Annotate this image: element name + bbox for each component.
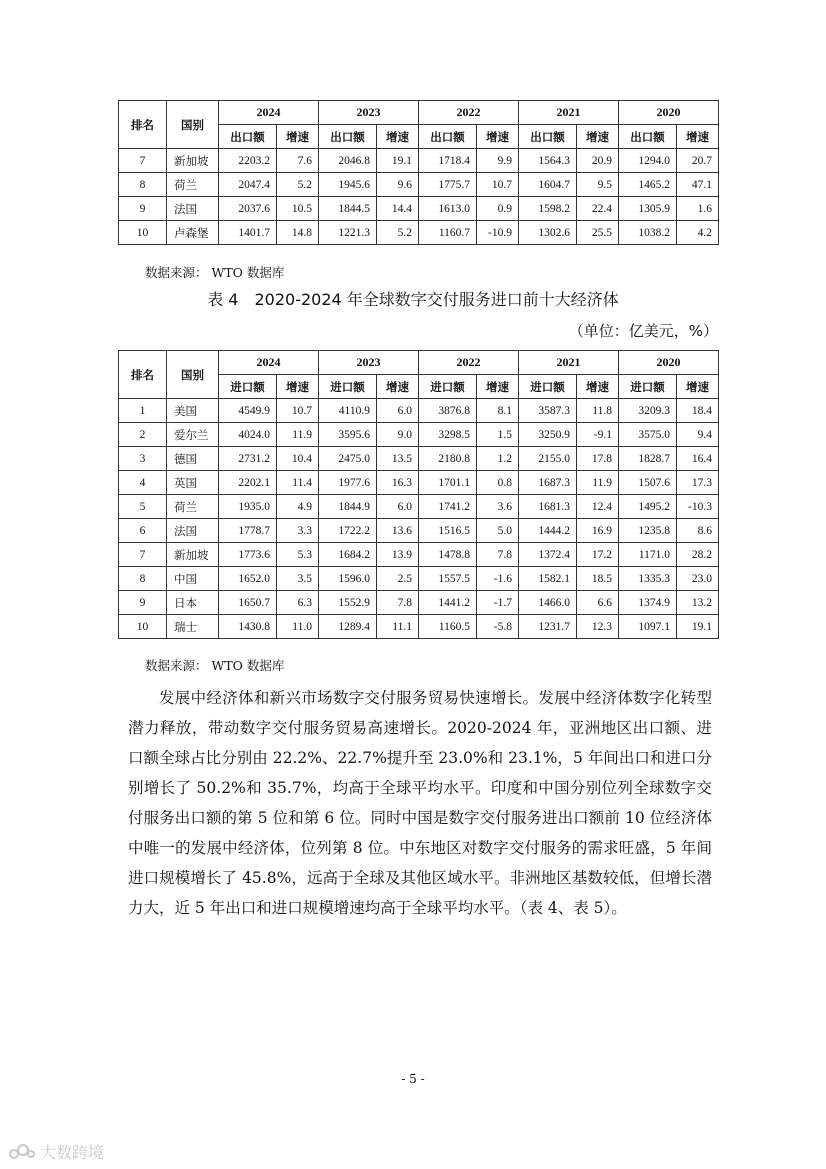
value-cell: 1778.7 bbox=[219, 519, 277, 543]
growth-cell: 11.9 bbox=[577, 471, 619, 495]
growth-cell: 11.4 bbox=[277, 471, 319, 495]
table-title: 表 4 2020-2024 年全球数字交付服务进口前十大经济体 bbox=[207, 290, 619, 309]
growth-cell: 11.1 bbox=[377, 615, 419, 639]
value-cell: 1038.2 bbox=[619, 221, 677, 245]
growth-cell: 19.1 bbox=[677, 615, 719, 639]
country-cell: 英国 bbox=[167, 471, 219, 495]
value-cell: 1507.6 bbox=[619, 471, 677, 495]
value-cell: 1401.7 bbox=[219, 221, 277, 245]
rank-header: 排名 bbox=[119, 351, 167, 399]
value-cell: 1478.8 bbox=[419, 543, 477, 567]
growth-cell: 18.5 bbox=[577, 567, 619, 591]
page-number: - 5 - bbox=[401, 1072, 425, 1086]
import-value-header: 进口额 bbox=[419, 375, 477, 399]
value-cell: 1557.5 bbox=[419, 567, 477, 591]
year-header: 2021 bbox=[519, 101, 619, 125]
growth-cell: 16.3 bbox=[377, 471, 419, 495]
value-cell: 1775.7 bbox=[419, 173, 477, 197]
data-source-note: 数据来源： WTO 数据库 bbox=[145, 658, 285, 673]
growth-cell: 0.8 bbox=[477, 471, 519, 495]
growth-cell: 0.9 bbox=[477, 197, 519, 221]
table-row bbox=[119, 471, 719, 495]
growth-cell: 2.5 bbox=[377, 567, 419, 591]
growth-cell: -10.3 bbox=[677, 495, 719, 519]
year-header: 2023 bbox=[319, 101, 419, 125]
growth-cell: 8.6 bbox=[677, 519, 719, 543]
table-row bbox=[119, 591, 719, 615]
logo-icon bbox=[8, 1142, 36, 1162]
table-body bbox=[119, 399, 719, 639]
value-cell: 1466.0 bbox=[519, 591, 577, 615]
rank-cell: 9 bbox=[119, 591, 167, 615]
rank-cell: 10 bbox=[119, 615, 167, 639]
import-value-header: 进口额 bbox=[619, 375, 677, 399]
country-cell: 德国 bbox=[167, 447, 219, 471]
growth-cell: 7.8 bbox=[377, 591, 419, 615]
value-cell: 2202.1 bbox=[219, 471, 277, 495]
growth-header: 增速 bbox=[377, 125, 419, 149]
growth-cell: 9.9 bbox=[477, 149, 519, 173]
growth-cell: 10.4 bbox=[277, 447, 319, 471]
growth-cell: 6.3 bbox=[277, 591, 319, 615]
growth-cell: 11.0 bbox=[277, 615, 319, 639]
watermark-text: 大数跨境 bbox=[40, 1143, 105, 1162]
value-cell: 1444.2 bbox=[519, 519, 577, 543]
value-cell: 4110.9 bbox=[319, 399, 377, 423]
year-header: 2024 bbox=[219, 101, 319, 125]
growth-cell: 18.4 bbox=[677, 399, 719, 423]
table-row bbox=[119, 197, 719, 221]
value-cell: 2047.4 bbox=[219, 173, 277, 197]
growth-cell: 4.9 bbox=[277, 495, 319, 519]
growth-cell: 5.3 bbox=[277, 543, 319, 567]
country-cell: 法国 bbox=[167, 197, 219, 221]
growth-cell: 3.6 bbox=[477, 495, 519, 519]
growth-cell: 16.9 bbox=[577, 519, 619, 543]
growth-cell: 3.3 bbox=[277, 519, 319, 543]
rank-cell: 8 bbox=[119, 173, 167, 197]
export-value-header: 出口额 bbox=[419, 125, 477, 149]
growth-cell: 13.5 bbox=[377, 447, 419, 471]
growth-cell: 10.5 bbox=[277, 197, 319, 221]
year-header: 2024 bbox=[219, 351, 319, 375]
rank-cell: 3 bbox=[119, 447, 167, 471]
value-cell: 2731.2 bbox=[219, 447, 277, 471]
value-cell: 1598.2 bbox=[519, 197, 577, 221]
value-cell: 1430.8 bbox=[219, 615, 277, 639]
watermark bbox=[8, 1140, 104, 1163]
growth-cell: 12.4 bbox=[577, 495, 619, 519]
rank-cell: 8 bbox=[119, 567, 167, 591]
table-row bbox=[119, 399, 719, 423]
export-value-header: 出口额 bbox=[219, 125, 277, 149]
export-value-header: 出口额 bbox=[519, 125, 577, 149]
value-cell: 1564.3 bbox=[519, 149, 577, 173]
rank-cell: 6 bbox=[119, 519, 167, 543]
value-cell: 1441.2 bbox=[419, 591, 477, 615]
value-cell: 2203.2 bbox=[219, 149, 277, 173]
country-cell: 新加坡 bbox=[167, 543, 219, 567]
value-cell: 1945.6 bbox=[319, 173, 377, 197]
value-cell: 1687.3 bbox=[519, 471, 577, 495]
growth-header: 增速 bbox=[577, 125, 619, 149]
growth-cell: 12.3 bbox=[577, 615, 619, 639]
country-cell: 爱尔兰 bbox=[167, 423, 219, 447]
value-cell: 1495.2 bbox=[619, 495, 677, 519]
growth-cell: 13.9 bbox=[377, 543, 419, 567]
year-header: 2023 bbox=[319, 351, 419, 375]
growth-cell: 7.8 bbox=[477, 543, 519, 567]
growth-header: 增速 bbox=[477, 375, 519, 399]
country-header: 国别 bbox=[167, 101, 219, 149]
growth-cell: 1.5 bbox=[477, 423, 519, 447]
growth-cell: 6.0 bbox=[377, 495, 419, 519]
growth-cell: 5.2 bbox=[377, 221, 419, 245]
value-cell: 4024.0 bbox=[219, 423, 277, 447]
rank-cell: 10 bbox=[119, 221, 167, 245]
value-cell: 1302.6 bbox=[519, 221, 577, 245]
rank-header: 排名 bbox=[119, 101, 167, 149]
value-cell: 1684.2 bbox=[319, 543, 377, 567]
growth-cell: 47.1 bbox=[677, 173, 719, 197]
value-cell: 4549.9 bbox=[219, 399, 277, 423]
rank-cell: 1 bbox=[119, 399, 167, 423]
growth-cell: 6.0 bbox=[377, 399, 419, 423]
value-cell: 1681.3 bbox=[519, 495, 577, 519]
rank-cell: 2 bbox=[119, 423, 167, 447]
table-row bbox=[119, 519, 719, 543]
value-cell: 1221.3 bbox=[319, 221, 377, 245]
export-top10-table-continued bbox=[118, 100, 719, 245]
year-header: 2022 bbox=[419, 101, 519, 125]
growth-cell: 9.0 bbox=[377, 423, 419, 447]
value-cell: 1552.9 bbox=[319, 591, 377, 615]
value-cell: 1650.7 bbox=[219, 591, 277, 615]
table-body bbox=[119, 149, 719, 245]
growth-header: 增速 bbox=[677, 125, 719, 149]
export-value-header: 出口额 bbox=[319, 125, 377, 149]
value-cell: 2475.0 bbox=[319, 447, 377, 471]
growth-cell: 25.5 bbox=[577, 221, 619, 245]
rank-cell: 7 bbox=[119, 149, 167, 173]
value-cell: 1701.1 bbox=[419, 471, 477, 495]
growth-cell: 4.2 bbox=[677, 221, 719, 245]
value-cell: 1516.5 bbox=[419, 519, 477, 543]
import-value-header: 进口额 bbox=[219, 375, 277, 399]
value-cell: 1235.8 bbox=[619, 519, 677, 543]
growth-cell: -1.7 bbox=[477, 591, 519, 615]
country-header: 国别 bbox=[167, 351, 219, 399]
value-cell: 1741.2 bbox=[419, 495, 477, 519]
growth-cell: 23.0 bbox=[677, 567, 719, 591]
growth-cell: 14.4 bbox=[377, 197, 419, 221]
rank-cell: 7 bbox=[119, 543, 167, 567]
value-cell: 1374.9 bbox=[619, 591, 677, 615]
growth-cell: 17.3 bbox=[677, 471, 719, 495]
growth-cell: 20.7 bbox=[677, 149, 719, 173]
growth-header: 增速 bbox=[677, 375, 719, 399]
import-value-header: 进口额 bbox=[519, 375, 577, 399]
table-row bbox=[119, 567, 719, 591]
growth-cell: 16.4 bbox=[677, 447, 719, 471]
country-cell: 荷兰 bbox=[167, 495, 219, 519]
rank-cell: 9 bbox=[119, 197, 167, 221]
growth-cell: 11.8 bbox=[577, 399, 619, 423]
value-cell: 1828.7 bbox=[619, 447, 677, 471]
growth-cell: 5.0 bbox=[477, 519, 519, 543]
growth-cell: 7.6 bbox=[277, 149, 319, 173]
growth-cell: 13.2 bbox=[677, 591, 719, 615]
value-cell: 2180.8 bbox=[419, 447, 477, 471]
value-cell: 2037.6 bbox=[219, 197, 277, 221]
value-cell: 3575.0 bbox=[619, 423, 677, 447]
growth-header: 增速 bbox=[277, 375, 319, 399]
year-header: 2021 bbox=[519, 351, 619, 375]
value-cell: 1935.0 bbox=[219, 495, 277, 519]
growth-cell: 9.6 bbox=[377, 173, 419, 197]
rank-cell: 5 bbox=[119, 495, 167, 519]
growth-cell: 1.6 bbox=[677, 197, 719, 221]
value-cell: 1171.0 bbox=[619, 543, 677, 567]
country-cell: 新加坡 bbox=[167, 149, 219, 173]
value-cell: 1465.2 bbox=[619, 173, 677, 197]
growth-cell: -9.1 bbox=[577, 423, 619, 447]
value-cell: 3209.3 bbox=[619, 399, 677, 423]
value-cell: 1160.7 bbox=[419, 221, 477, 245]
value-cell: 1722.2 bbox=[319, 519, 377, 543]
growth-cell: 1.2 bbox=[477, 447, 519, 471]
country-cell: 瑞士 bbox=[167, 615, 219, 639]
growth-cell: 10.7 bbox=[277, 399, 319, 423]
value-cell: 1582.1 bbox=[519, 567, 577, 591]
country-cell: 日本 bbox=[167, 591, 219, 615]
value-cell: 1097.1 bbox=[619, 615, 677, 639]
country-cell: 美国 bbox=[167, 399, 219, 423]
year-header: 2020 bbox=[619, 351, 719, 375]
year-header: 2022 bbox=[419, 351, 519, 375]
growth-cell: 11.9 bbox=[277, 423, 319, 447]
value-cell: 1613.0 bbox=[419, 197, 477, 221]
import-value-header: 进口额 bbox=[319, 375, 377, 399]
value-cell: 1718.4 bbox=[419, 149, 477, 173]
growth-cell: 13.6 bbox=[377, 519, 419, 543]
country-cell: 卢森堡 bbox=[167, 221, 219, 245]
value-cell: 1596.0 bbox=[319, 567, 377, 591]
growth-cell: -1.6 bbox=[477, 567, 519, 591]
value-cell: 1335.3 bbox=[619, 567, 677, 591]
country-cell: 中国 bbox=[167, 567, 219, 591]
growth-header: 增速 bbox=[377, 375, 419, 399]
growth-cell: 9.5 bbox=[577, 173, 619, 197]
body-paragraph: 发展中经济体和新兴市场数字交付服务贸易快速增长。发展中经济体数字化转型潜力释放，带动数字交付服务贸易高速增长。2020-2024 年，亚洲地区出口额、进口额全球占比分别由 22.2%、22.7%提升至 23.0%和 23.1%，5 年间出口和进口分别增长了 50.2%和 35.7%，均高于全球平均水平。印度和中国分别位列全球数字交付服务出口额的第 5 位和第 6 位。同时中国是数字交付服务进出口额前 10 位经济体中唯一的发展中经济体，位列第 8 位。中东地区对数字交付服务的需求旺盛，5 年间进口规模增长了 45.8%，远高于全球及其他区域水平。非洲地区基数较低，但增长潜力大，近 5 年出口和进口规模增速均高于全球平均水平。（表 4、表 5）。 bbox=[128, 689, 712, 917]
table-row bbox=[119, 543, 719, 567]
growth-cell: 22.4 bbox=[577, 197, 619, 221]
growth-cell: 8.1 bbox=[477, 399, 519, 423]
rank-cell: 4 bbox=[119, 471, 167, 495]
value-cell: 3595.6 bbox=[319, 423, 377, 447]
growth-cell: 20.9 bbox=[577, 149, 619, 173]
growth-cell: 28.2 bbox=[677, 543, 719, 567]
country-cell: 荷兰 bbox=[167, 173, 219, 197]
table-row bbox=[119, 615, 719, 639]
value-cell: 1289.4 bbox=[319, 615, 377, 639]
country-cell: 法国 bbox=[167, 519, 219, 543]
value-cell: 3587.3 bbox=[519, 399, 577, 423]
growth-cell: -5.8 bbox=[477, 615, 519, 639]
growth-header: 增速 bbox=[477, 125, 519, 149]
growth-cell: 5.2 bbox=[277, 173, 319, 197]
value-cell: 3876.8 bbox=[419, 399, 477, 423]
value-cell: 1977.6 bbox=[319, 471, 377, 495]
growth-cell: 17.8 bbox=[577, 447, 619, 471]
value-cell: 1652.0 bbox=[219, 567, 277, 591]
growth-header: 增速 bbox=[277, 125, 319, 149]
table-row bbox=[119, 173, 719, 197]
year-header: 2020 bbox=[619, 101, 719, 125]
growth-cell: 17.2 bbox=[577, 543, 619, 567]
value-cell: 1844.9 bbox=[319, 495, 377, 519]
value-cell: 2155.0 bbox=[519, 447, 577, 471]
value-cell: 1372.4 bbox=[519, 543, 577, 567]
data-source-note: 数据来源： WTO 数据库 bbox=[145, 265, 285, 280]
table-row bbox=[119, 447, 719, 471]
value-cell: 1160.5 bbox=[419, 615, 477, 639]
table-row bbox=[119, 221, 719, 245]
growth-header: 增速 bbox=[577, 375, 619, 399]
value-cell: 1844.5 bbox=[319, 197, 377, 221]
growth-cell: 10.7 bbox=[477, 173, 519, 197]
table-row bbox=[119, 149, 719, 173]
value-cell: 3298.5 bbox=[419, 423, 477, 447]
growth-cell: 14.8 bbox=[277, 221, 319, 245]
growth-cell: 9.4 bbox=[677, 423, 719, 447]
value-cell: 1231.7 bbox=[519, 615, 577, 639]
table-row bbox=[119, 495, 719, 519]
growth-cell: 6.6 bbox=[577, 591, 619, 615]
value-cell: 2046.8 bbox=[319, 149, 377, 173]
value-cell: 1773.6 bbox=[219, 543, 277, 567]
export-value-header: 出口额 bbox=[619, 125, 677, 149]
import-top10-table bbox=[118, 350, 719, 639]
value-cell: 1294.0 bbox=[619, 149, 677, 173]
value-cell: 1604.7 bbox=[519, 173, 577, 197]
value-cell: 1305.9 bbox=[619, 197, 677, 221]
table-unit: （单位：亿美元，%） bbox=[568, 322, 718, 340]
table-row bbox=[119, 423, 719, 447]
value-cell: 3250.9 bbox=[519, 423, 577, 447]
growth-cell: -10.9 bbox=[477, 221, 519, 245]
growth-cell: 19.1 bbox=[377, 149, 419, 173]
growth-cell: 3.5 bbox=[277, 567, 319, 591]
